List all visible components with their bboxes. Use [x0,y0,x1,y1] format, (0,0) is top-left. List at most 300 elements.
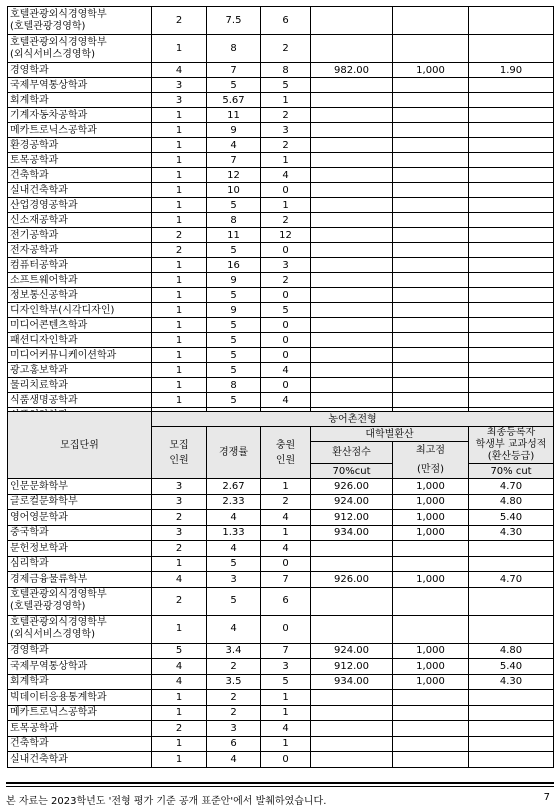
cell-admit: 12 [261,228,311,243]
cell-rate: 8 [207,213,261,228]
cell-rate: 5 [207,556,261,572]
cell-score: 934.00 [311,674,393,690]
cell-rate: 9 [207,123,261,138]
cell-max [393,378,469,393]
cell-admit: 5 [261,78,311,93]
cell-max [393,78,469,93]
cell-score [311,258,393,273]
cell-max: 1,000 [393,643,469,659]
cell-rate: 5 [207,318,261,333]
table-row [8,35,554,63]
cell-score [311,393,393,408]
cell-dept: 영어영문학과 [8,510,152,526]
header-max-label: 최고점 [416,445,445,456]
table-row [8,303,554,318]
header-final-cut: 70% cut [469,464,554,479]
cell-rate: 3.5 [207,674,261,690]
table-row [8,556,554,572]
cell-grade [469,736,554,752]
table-row [8,510,554,526]
cell-dept: 국제무역통상학과 [8,78,152,93]
cell-dept: 산업경영공학과 [8,198,152,213]
header-conv-score: 환산점수 [311,442,393,464]
cell-rate: 3 [207,721,261,737]
table-row [8,541,554,557]
cell-recruit: 4 [152,63,207,78]
cell-grade: 4.30 [469,525,554,541]
cell-recruit: 1 [152,363,207,378]
table-row [8,736,554,752]
table-row [8,198,554,213]
cell-admit: 4 [261,393,311,408]
table-row [8,78,554,93]
cell-recruit: 1 [152,153,207,168]
footer-divider [6,782,554,784]
cell-grade [469,7,554,35]
cell-score [311,273,393,288]
cell-grade [469,243,554,258]
page-number: 7 [543,792,550,803]
cell-grade [469,123,554,138]
cell-admit: 2 [261,494,311,510]
cell-max [393,273,469,288]
cell-score: 924.00 [311,494,393,510]
cell-recruit: 1 [152,258,207,273]
header-max-score [393,442,469,479]
cell-score [311,183,393,198]
cell-admit: 3 [261,258,311,273]
cell-grade [469,153,554,168]
cell-dept: 건축학과 [8,736,152,752]
cell-recruit: 1 [152,35,207,63]
rural-admission-table-body [8,479,554,768]
cell-grade: 1.90 [469,63,554,78]
cell-score [311,318,393,333]
cell-rate: 5 [207,288,261,303]
cell-recruit: 1 [152,123,207,138]
cell-recruit: 1 [152,303,207,318]
cell-max [393,705,469,721]
cell-admit: 7 [261,572,311,588]
cell-rate: 3 [207,572,261,588]
cell-grade [469,348,554,363]
cell-admit: 3 [261,123,311,138]
cell-rate: 10 [207,183,261,198]
cell-admit: 1 [261,93,311,108]
table-row [8,705,554,721]
header-admission-type: 농어촌전형 [152,412,554,427]
cell-dept: 심리학과 [8,556,152,572]
cell-admit: 0 [261,333,311,348]
cell-grade: 4.80 [469,643,554,659]
cell-rate: 8 [207,378,261,393]
cell-admit: 5 [261,674,311,690]
cell-recruit: 1 [152,393,207,408]
cell-score [311,168,393,183]
cell-rate: 1.33 [207,525,261,541]
cell-max [393,183,469,198]
cell-admit: 6 [261,587,311,615]
table-row [8,93,554,108]
table-row [8,378,554,393]
cell-dept: 미디어커뮤니케이션학과 [8,348,152,363]
cell-dept: 문헌정보학과 [8,541,152,557]
cell-recruit: 1 [152,318,207,333]
cell-recruit: 2 [152,721,207,737]
table-row [8,258,554,273]
cell-max [393,168,469,183]
cell-dept: 전자공학과 [8,243,152,258]
cell-grade [469,318,554,333]
cell-dept: 메카트로닉스공학과 [8,705,152,721]
cell-rate: 4 [207,752,261,768]
cell-dept: 메카트로닉스공학과 [8,123,152,138]
cell-dept: 경영학과 [8,643,152,659]
cell-admit: 0 [261,183,311,198]
footer-note: 본 자료는 2023학년도 '전형 평가 기준 공개 표준안'에서 발췌하였습니다. [6,796,327,807]
cell-max [393,153,469,168]
cell-rate: 16 [207,258,261,273]
cell-dept: 실내건축학과 [8,752,152,768]
cell-dept: 회계학과 [8,674,152,690]
cell-grade [469,752,554,768]
cell-grade [469,108,554,123]
cell-recruit: 3 [152,78,207,93]
cell-score [311,541,393,557]
cell-max [393,541,469,557]
cell-dept: 미디어콘텐츠학과 [8,318,152,333]
cell-max [393,333,469,348]
cell-max [393,108,469,123]
table-row [8,288,554,303]
cell-recruit: 5 [152,643,207,659]
table-row [8,348,554,363]
cell-max: 1,000 [393,510,469,526]
cell-recruit: 2 [152,541,207,557]
cell-score [311,378,393,393]
cell-grade [469,93,554,108]
cell-dept: 호텔관광외식경영학부 (외식서비스경영학) [8,615,152,643]
table-row [8,213,554,228]
cell-dept: 호텔관광외식경영학부 (호텔관광경영학) [8,7,152,35]
cell-recruit: 3 [152,525,207,541]
cell-dept: 전기공학과 [8,228,152,243]
cell-max [393,348,469,363]
cell-grade: 5.40 [469,659,554,675]
cell-grade [469,363,554,378]
cell-dept: 국제무역통상학과 [8,659,152,675]
header-recruit: 모집 인원 [152,427,207,479]
cell-dept: 광고홍보학과 [8,363,152,378]
cell-recruit: 2 [152,587,207,615]
cell-admit: 3 [261,659,311,675]
cell-score: 934.00 [311,525,393,541]
cell-score [311,705,393,721]
table-row [8,333,554,348]
cell-recruit: 1 [152,690,207,706]
cell-max [393,198,469,213]
cell-grade [469,705,554,721]
cell-grade [469,138,554,153]
cell-max [393,93,469,108]
cell-dept: 소프트웨어학과 [8,273,152,288]
cell-admit: 0 [261,752,311,768]
cell-score [311,138,393,153]
table-row [8,318,554,333]
cell-recruit: 4 [152,674,207,690]
cell-admit: 4 [261,510,311,526]
cell-recruit: 4 [152,659,207,675]
cell-score [311,7,393,35]
table-row [8,674,554,690]
table-row [8,615,554,643]
cell-dept: 글로컬문화학부 [8,494,152,510]
table-row [8,587,554,615]
header-final-grade: 최종등록자 학생부 교과성적 (환산등급) [469,427,554,464]
cell-dept: 패션디자인학과 [8,333,152,348]
cell-recruit: 2 [152,510,207,526]
cell-admit: 2 [261,273,311,288]
cell-max [393,228,469,243]
cell-recruit: 3 [152,494,207,510]
cell-max [393,258,469,273]
table-row [8,123,554,138]
cell-recruit: 1 [152,108,207,123]
cell-max: 1,000 [393,63,469,78]
cell-admit: 1 [261,690,311,706]
cell-admit: 0 [261,318,311,333]
cell-rate: 12 [207,168,261,183]
cell-rate: 7.5 [207,7,261,35]
cell-score [311,108,393,123]
cell-score [311,243,393,258]
cell-score [311,303,393,318]
cell-grade [469,168,554,183]
cell-score [311,228,393,243]
table-row [8,721,554,737]
cell-score: 926.00 [311,479,393,495]
cell-max [393,363,469,378]
header-univ-conversion: 대학별환산 [311,427,469,442]
cell-rate: 2 [207,659,261,675]
cell-score [311,288,393,303]
cell-max [393,288,469,303]
cell-rate: 2 [207,705,261,721]
cell-max: 1,000 [393,572,469,588]
cell-dept: 경제금융물류학부 [8,572,152,588]
cell-admit: 1 [261,705,311,721]
cell-max [393,243,469,258]
cell-grade [469,587,554,615]
table-row [8,479,554,495]
cell-grade [469,303,554,318]
cell-rate: 5 [207,243,261,258]
cell-dept: 호텔관광외식경영학부 (외식서비스경영학) [8,35,152,63]
cell-grade [469,183,554,198]
cell-max [393,35,469,63]
cell-admit: 5 [261,303,311,318]
cell-rate: 5 [207,78,261,93]
cell-score [311,348,393,363]
cell-recruit: 1 [152,348,207,363]
cell-score [311,153,393,168]
rural-admission-table [7,411,554,768]
cell-score [311,615,393,643]
cell-rate: 9 [207,273,261,288]
table-row [8,659,554,675]
cell-score [311,736,393,752]
cell-rate: 9 [207,303,261,318]
cell-rate: 5.67 [207,93,261,108]
cell-recruit: 3 [152,479,207,495]
table-row [8,228,554,243]
cell-rate: 4 [207,510,261,526]
cell-dept: 중국학과 [8,525,152,541]
cell-rate: 7 [207,63,261,78]
cell-admit: 4 [261,168,311,183]
cell-rate: 5 [207,198,261,213]
cell-admit: 2 [261,213,311,228]
admission-table-top [7,6,554,423]
cell-grade [469,258,554,273]
header-max-unit: (만점) [416,464,445,475]
cell-recruit: 1 [152,333,207,348]
cell-dept: 호텔관광외식경영학부 (호텔관광경영학) [8,587,152,615]
cell-grade [469,35,554,63]
table-row [8,108,554,123]
cell-admit: 0 [261,348,311,363]
cell-rate: 5 [207,363,261,378]
cell-dept: 정보통신공학과 [8,288,152,303]
cell-dept: 건축학과 [8,168,152,183]
cell-rate: 4 [207,138,261,153]
cell-score [311,752,393,768]
cell-dept: 회계학과 [8,93,152,108]
header-unit: 모집단위 [8,412,152,479]
cell-admit: 0 [261,615,311,643]
cell-admit: 1 [261,736,311,752]
table-row [8,393,554,408]
cell-grade [469,721,554,737]
cell-rate: 3.4 [207,643,261,659]
cell-grade [469,288,554,303]
cell-rate: 4 [207,541,261,557]
cell-recruit: 1 [152,288,207,303]
cell-admit: 1 [261,198,311,213]
cell-score [311,35,393,63]
cell-rate: 8 [207,35,261,63]
cell-grade [469,78,554,93]
cell-dept: 디자인학부(시각디자인) [8,303,152,318]
cell-dept: 컴퓨터공학과 [8,258,152,273]
table-row [8,363,554,378]
cell-recruit: 1 [152,138,207,153]
cell-dept: 식품생명공학과 [8,393,152,408]
cell-recruit: 1 [152,752,207,768]
cell-rate: 2.67 [207,479,261,495]
cell-admit: 0 [261,556,311,572]
cell-max: 1,000 [393,525,469,541]
cell-admit: 1 [261,479,311,495]
cell-grade [469,541,554,557]
header-conv-cut: 70%cut [311,464,393,479]
cell-dept: 경영학과 [8,63,152,78]
cell-max [393,587,469,615]
cell-dept: 빅데이터응용통계학과 [8,690,152,706]
cell-admit: 2 [261,138,311,153]
table-row [8,138,554,153]
cell-rate: 7 [207,153,261,168]
header-rate: 경쟁률 [207,427,261,479]
cell-max [393,721,469,737]
cell-score [311,123,393,138]
cell-max [393,303,469,318]
cell-admit: 7 [261,643,311,659]
cell-rate: 6 [207,736,261,752]
cell-dept: 인문문화학부 [8,479,152,495]
cell-recruit: 4 [152,572,207,588]
cell-max: 1,000 [393,494,469,510]
table-row [8,690,554,706]
cell-admit: 4 [261,541,311,557]
admission-table-top-body [8,7,554,423]
cell-rate: 2.33 [207,494,261,510]
table-row [8,525,554,541]
cell-score: 926.00 [311,572,393,588]
cell-grade [469,273,554,288]
cell-grade: 5.40 [469,510,554,526]
cell-dept: 기계자동차공학과 [8,108,152,123]
cell-recruit: 2 [152,243,207,258]
table-row [8,752,554,768]
cell-score: 924.00 [311,643,393,659]
cell-recruit: 1 [152,736,207,752]
header-admit: 충원 인원 [261,427,311,479]
cell-recruit: 1 [152,556,207,572]
cell-dept: 토목공학과 [8,721,152,737]
cell-admit: 4 [261,721,311,737]
cell-recruit: 1 [152,213,207,228]
cell-admit: 6 [261,7,311,35]
cell-admit: 2 [261,108,311,123]
cell-grade [469,198,554,213]
cell-max [393,318,469,333]
cell-grade [469,556,554,572]
cell-rate: 5 [207,587,261,615]
table-row [8,243,554,258]
cell-score: 982.00 [311,63,393,78]
cell-max: 1,000 [393,674,469,690]
cell-rate: 5 [207,333,261,348]
cell-dept: 환경공학과 [8,138,152,153]
cell-score [311,556,393,572]
table-row [8,183,554,198]
cell-max [393,736,469,752]
footer-divider-thin [6,786,554,787]
cell-max [393,556,469,572]
cell-max [393,615,469,643]
cell-score [311,93,393,108]
cell-dept: 실내건축학과 [8,183,152,198]
cell-admit: 8 [261,63,311,78]
cell-max [393,138,469,153]
cell-admit: 0 [261,288,311,303]
table-row [8,572,554,588]
cell-max: 1,000 [393,479,469,495]
cell-score [311,198,393,213]
cell-recruit: 2 [152,228,207,243]
cell-max: 1,000 [393,659,469,675]
